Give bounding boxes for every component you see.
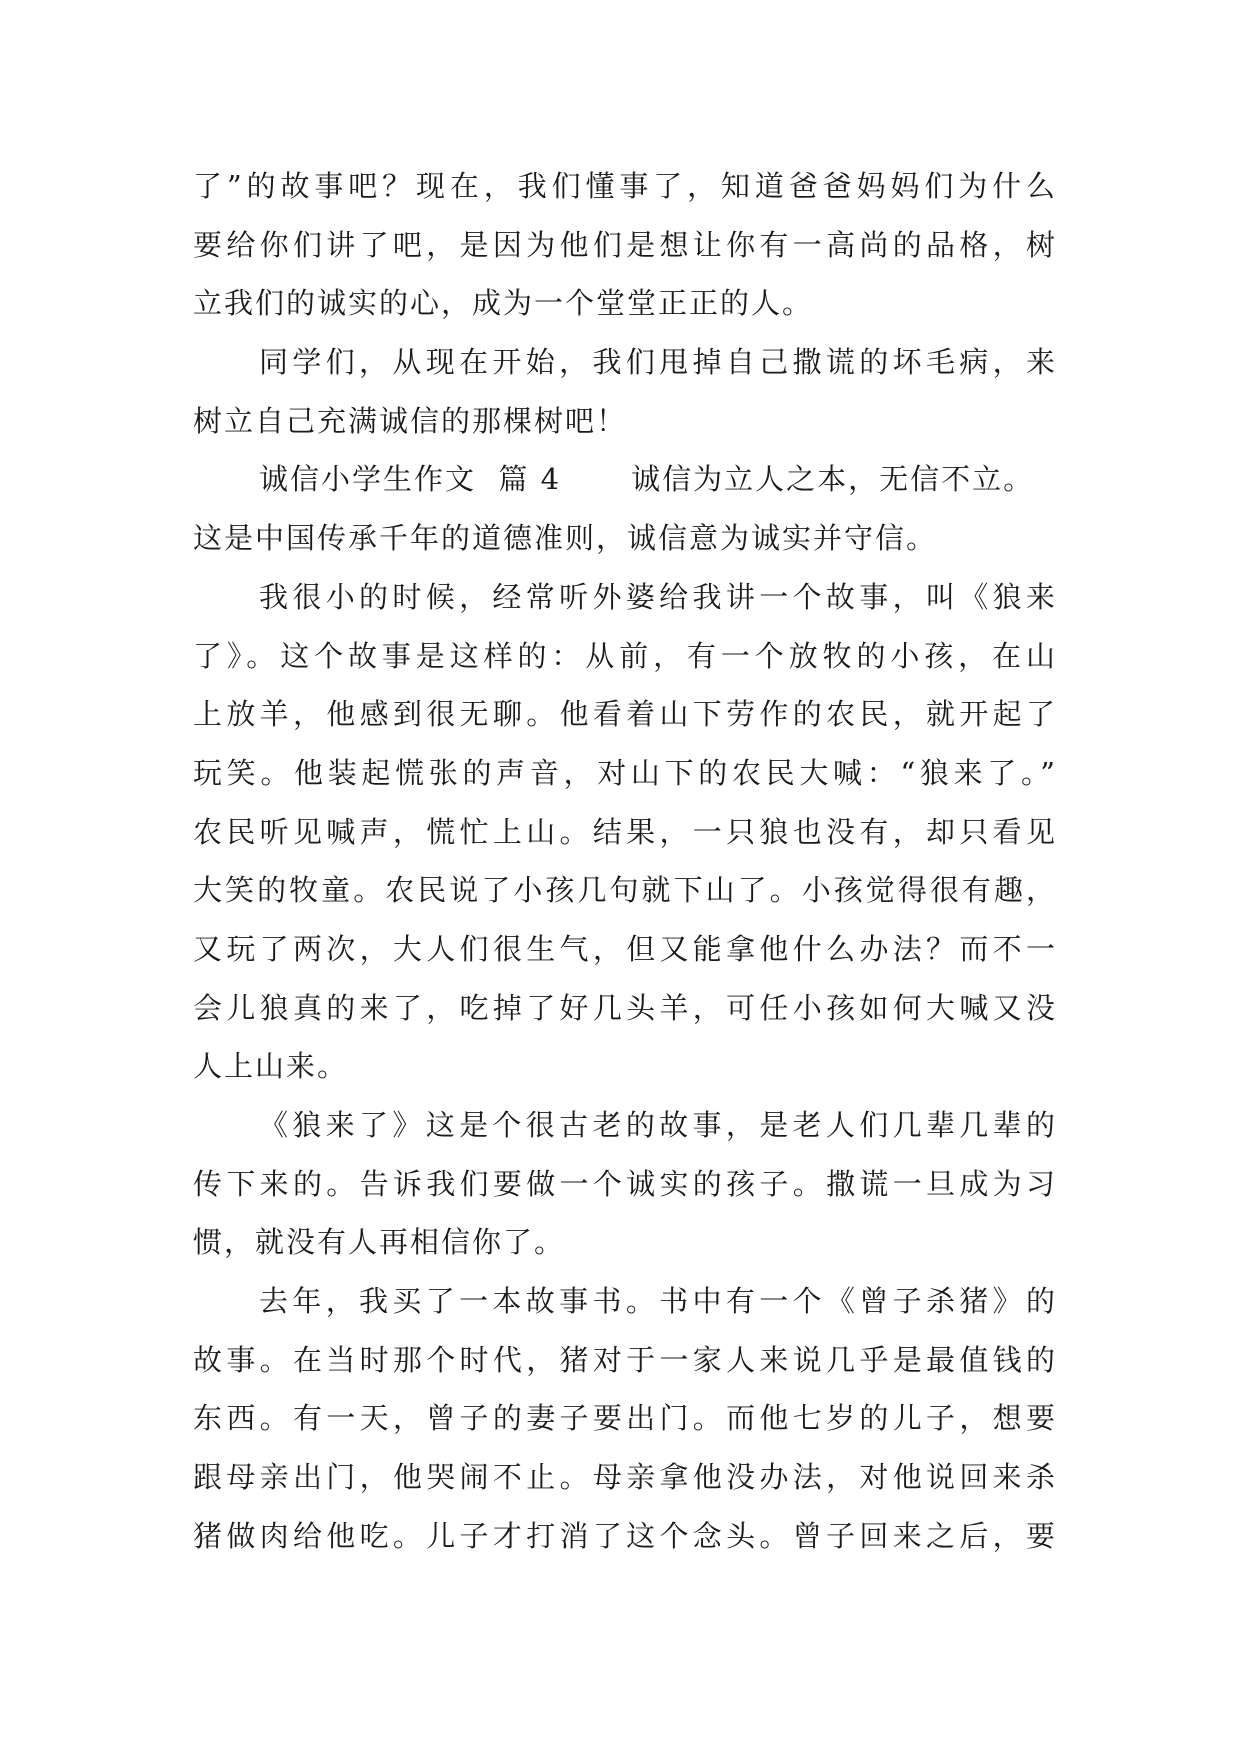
paragraph [193,450,1057,567]
text-line: 猪做肉给他吃。儿子才打消了这个念头。曾子回来之后，要 [193,1518,1057,1553]
paragraph [193,333,1057,450]
text-line: 我很小的时候，经常听外婆给我讲一个故事，叫《狼来 [259,579,1057,614]
text-line: 上放羊，他感到很无聊。他看着山下劳作的农民，就开起了 [193,697,1057,732]
text-line: 故事。在当时那个时代，猪对于一家人来说几乎是最值钱的 [193,1342,1057,1377]
paragraph [193,157,1057,333]
text-segment: 诚信为立人之本，无信不立。 [631,462,1035,497]
paragraph [193,1272,1057,1565]
text-line: 会儿狼真的来了，吃掉了好几头羊，可任小孩如何大喊又没 [193,990,1057,1025]
text-line: 了”的故事吧？现在，我们懂事了，知道爸爸妈妈们为什么 [193,169,1057,203]
text-line: 又玩了两次，大人们很生气，但又能拿他什么办法？而不一 [193,931,1057,966]
text-line: 这是中国传承千年的道德准则，诚信意为诚实并守信。 [193,521,938,556]
text-line: 惯，就没有人再相信你了。 [193,1225,566,1260]
text-line: 要给你们讲了吧，是因为他们是想让你有一高尚的品格，树 [193,227,1057,262]
text-line: 立我们的诚实的心，成为一个堂堂正正的人。 [193,286,814,321]
text-line: 去年，我买了一本故事书。书中有一个《曾子杀猪》的 [259,1284,1057,1319]
heading-line [193,450,1057,509]
text-line: 树立自己充满诚信的那棵树吧！ [193,403,628,438]
text-line: 《狼来了》这是个很古老的故事，是老人们几辈几辈的 [259,1108,1057,1142]
text-line: 农民听见喊声，慌忙上山。结果，一只狼也没有，却只看见 [193,814,1057,849]
paragraph [193,1096,1057,1272]
text-line: 同学们，从现在开始，我们甩掉自己撒谎的坏毛病，来 [259,345,1057,380]
text-line: 玩笑。他装起慌张的声音，对山下的农民大喊：“狼来了。” [193,755,1057,790]
text-line: 传下来的。告诉我们要做一个诚实的孩子。撒谎一旦成为习 [193,1166,1057,1201]
text-line: 东西。有一天，曾子的妻子要出门。而他七岁的儿子，想要 [193,1401,1057,1436]
section-heading: 诚信小学生作文 篇 4 [259,462,562,497]
text-line: 大笑的牧童。农民说了小孩几句就下山了。小孩觉得很有趣， [193,873,1057,908]
paragraph [193,568,1057,1096]
text-line: 跟母亲出门，他哭闹不止。母亲拿他没办法，对他说回来杀 [193,1460,1057,1495]
document-body [193,157,1057,1566]
text-line: 人上山来。 [193,1049,349,1084]
text-line: 了》。这个故事是这样的：从前，有一个放牧的小孩，在山 [193,638,1057,673]
